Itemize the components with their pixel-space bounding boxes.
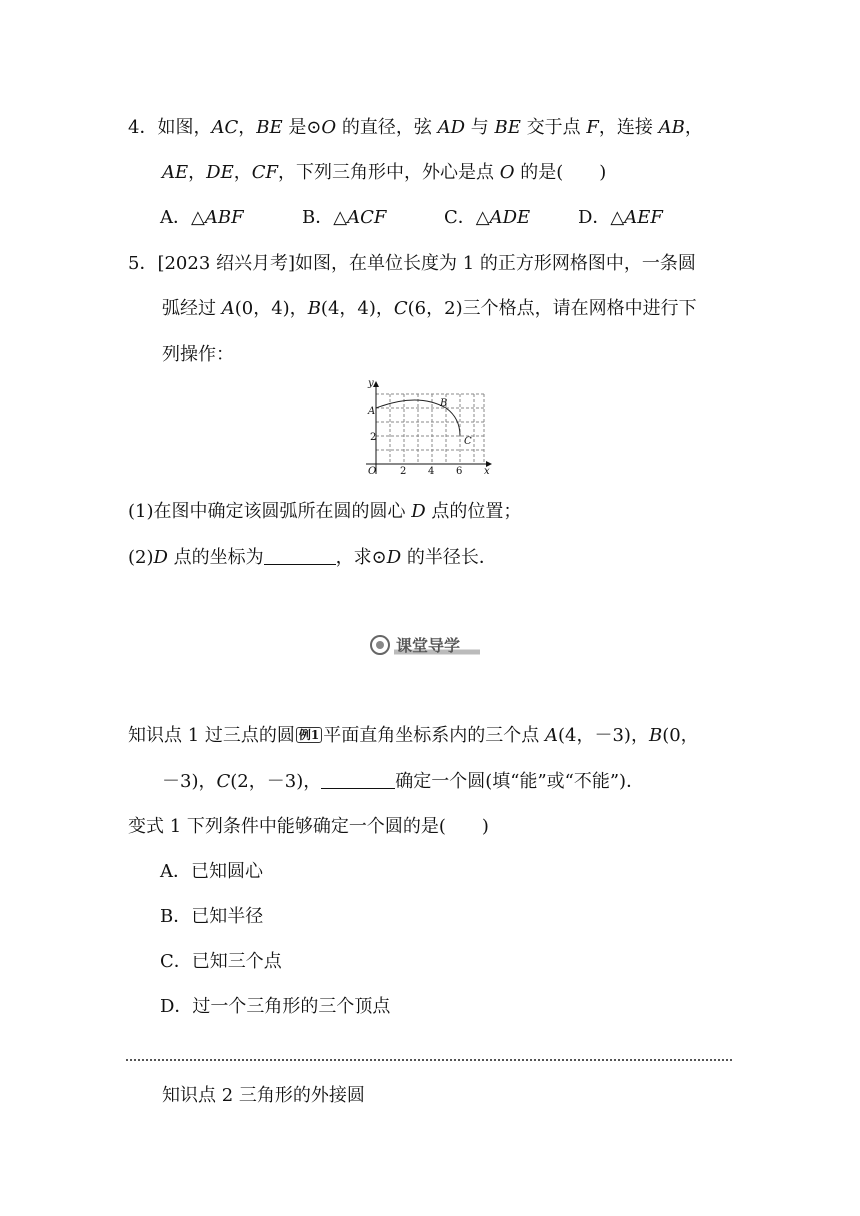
section-banner bbox=[368, 630, 488, 662]
k2-title: 知识点 2 三角形的外接圆 bbox=[162, 1085, 365, 1106]
dotted-divider bbox=[126, 1059, 732, 1061]
q5-line1: 5．[2023 绍兴月考]如图，在单位长度为 1 的正方形网格图中，一条圆 bbox=[128, 253, 696, 274]
q5-sub2: (2)D 点的坐标为 ，求⊙D 的半径长． bbox=[128, 547, 497, 568]
point-c-label: C bbox=[464, 436, 472, 447]
y-axis-label: y bbox=[368, 378, 374, 389]
variant1-option-c[interactable]: C．已知三个点 bbox=[160, 951, 282, 972]
variant1-option-a[interactable]: A．已知圆心 bbox=[160, 861, 263, 882]
q4-option-b[interactable]: B．△ACF bbox=[302, 207, 387, 228]
q4-line1: 4．如图，AC，BE 是⊙O 的直径，弦 AD 与 BE 交于点 F，连接 AB， bbox=[128, 117, 703, 138]
y-axis-arrow bbox=[373, 381, 379, 387]
q5-line2: 弧经过 A(0，4)，B(4，4)，C(6，2)三个格点，请在网格中进行下 bbox=[162, 298, 697, 319]
q4-option-a[interactable]: A．△ABF bbox=[160, 207, 244, 228]
q5-line3: 列操作： bbox=[162, 344, 234, 365]
grid-figure bbox=[356, 374, 496, 484]
point-b-label: B bbox=[440, 398, 448, 409]
k1-line2: －3)，C(2，－3)， 确定一个圆(填“能”或“不能”)． bbox=[162, 771, 645, 792]
variant1-title: 变式 1 下列条件中能够确定一个圆的是( ) bbox=[128, 816, 489, 837]
q4-option-c[interactable]: C．△ADE bbox=[444, 207, 531, 228]
variant1-option-b[interactable]: B．已知半径 bbox=[160, 906, 264, 927]
example-badge: 例1 bbox=[296, 727, 322, 743]
q4-option-d[interactable]: D．△AEF bbox=[578, 207, 663, 228]
x-tick-2: 2 bbox=[400, 466, 407, 477]
variant1-option-d[interactable]: D．过一个三角形的三个顶点 bbox=[160, 996, 391, 1017]
k1-line1: 知识点 1 过三点的圆 例1 平面直角坐标系内的三个点 A(4，－3)，B(0， bbox=[128, 725, 699, 746]
banner-text: 课堂导学 bbox=[396, 636, 461, 655]
answer-blank-d-coord[interactable] bbox=[264, 546, 336, 565]
q5-sub1: (1)在图中确定该圆弧所在圆的圆心 D 点的位置； bbox=[128, 501, 522, 522]
x-tick-4: 4 bbox=[428, 466, 435, 477]
seg-ac: AC bbox=[211, 117, 239, 138]
grid-lines bbox=[376, 394, 484, 464]
origin-label: O bbox=[368, 466, 377, 477]
x-axis-label: x bbox=[484, 466, 490, 477]
answer-blank-can-determine[interactable] bbox=[321, 770, 395, 789]
x-tick-6: 6 bbox=[456, 466, 463, 477]
y-tick-2: 2 bbox=[370, 432, 377, 443]
q4-line2: AE，DE，CF，下列三角形中，外心是点 O 的是( ) bbox=[162, 162, 607, 183]
point-a-label: A bbox=[368, 406, 376, 417]
